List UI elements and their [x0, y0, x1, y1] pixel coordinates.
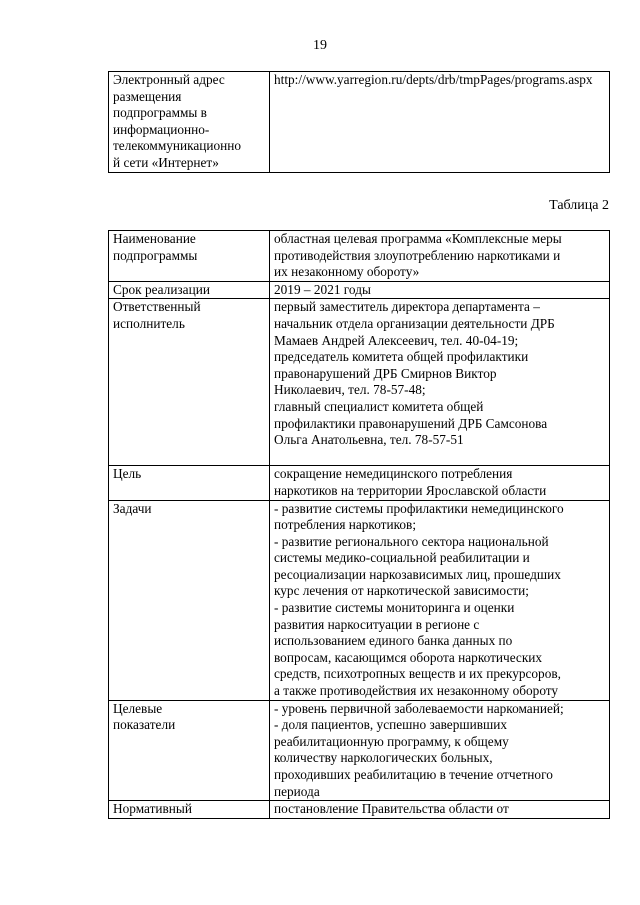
row-value-line: курс лечения от наркотической зависимости; — [274, 583, 529, 599]
row-value-line: - уровень первичной заболеваемости наркоманией; — [274, 700, 564, 716]
row-value-line: количеству наркологических больных, — [274, 750, 493, 766]
row-value-line: потребления наркотиков; — [274, 517, 417, 533]
table-row — [109, 72, 610, 173]
row-value-line: главный специалист комитета общей — [274, 398, 484, 414]
row-value-line: сокращение немедицинского потребления — [274, 466, 513, 482]
row-value-cell — [270, 700, 610, 801]
row-value-line: проходивших реабилитацию в течение отчетного — [274, 767, 553, 782]
table-row — [109, 231, 610, 282]
row-value-line: реабилитационную программу, к общему — [274, 733, 509, 749]
row-value-line — [274, 449, 606, 466]
row-value-cell — [270, 500, 610, 700]
row-value-line: Мамаев Андрей Алексеевич, тел. 40-04-19; — [274, 332, 519, 348]
row-label-line: Электронный адрес — [113, 72, 225, 87]
row-label-cell — [109, 500, 270, 700]
table-row — [109, 801, 610, 819]
row-value-line: - развитие системы профилактики немедицинского — [274, 500, 564, 516]
row-label-line: телекоммуникационно — [113, 138, 242, 154]
table-row — [109, 500, 610, 700]
row-label-cell — [109, 466, 270, 500]
table-row — [109, 299, 610, 466]
page-number: 19 — [313, 38, 327, 53]
row-value-line: 2019 – 2021 годы — [274, 281, 371, 297]
row-value-line: а также противодействия их незаконному обороту — [274, 683, 559, 699]
program-info-table — [108, 71, 610, 173]
row-label-line: информационно- — [113, 121, 210, 137]
row-label-line: Целевые — [113, 700, 163, 716]
row-value-line: системы медико-социальной реабилитации и — [274, 550, 530, 566]
row-value-line: - доля пациентов, успешно завершивших — [274, 717, 507, 733]
row-value-line: периода — [274, 783, 320, 799]
row-label-cell — [109, 231, 270, 282]
row-value-line: использованием единого банка данных по — [274, 633, 513, 649]
row-value-cell — [270, 801, 610, 819]
table-row — [109, 466, 610, 500]
row-label-line: подпрограммы — [113, 247, 198, 263]
subprogram-passport-table — [108, 230, 610, 819]
row-value-line: http://www.yarregion.ru/depts/drb/tmpPages/programs.aspx — [274, 72, 593, 87]
row-label-line: Срок реализации — [113, 281, 210, 297]
row-label-line: Задачи — [113, 500, 152, 516]
row-value-cell — [270, 299, 610, 466]
table-row — [109, 281, 610, 299]
row-label-cell — [109, 281, 270, 299]
row-label-line: Нормативный — [113, 801, 192, 817]
row-value-cell — [270, 231, 610, 282]
row-value-line: их незаконному обороту» — [274, 264, 420, 280]
row-value-line: областная целевая программа «Комплексные меры — [274, 231, 562, 246]
row-label-line: показатели — [113, 717, 176, 733]
row-value-line: вопросам, касающимся оборота наркотических — [274, 649, 543, 665]
row-label-cell — [109, 72, 270, 173]
row-value-line: развития наркоситуации в регионе с — [274, 616, 480, 632]
row-value-line: председатель комитета общей профилактики — [274, 349, 529, 365]
table-caption: Таблица 2 — [549, 198, 609, 213]
row-label-cell — [109, 700, 270, 801]
row-label-cell — [109, 801, 270, 819]
row-value-line: профилактики правонарушений ДРБ Самсонова — [274, 415, 548, 431]
row-label-cell — [109, 299, 270, 466]
row-label-line: размещения — [113, 88, 182, 104]
row-value-line: наркотиков на территории Ярославской области — [274, 482, 547, 498]
row-value-line: средств, психотропных веществ и их прекурсоров, — [274, 666, 561, 682]
row-label-line: Наименование — [113, 231, 196, 246]
row-value-line: Николаевич, тел. 78-57-48; — [274, 382, 426, 398]
row-label-line: подпрограммы в — [113, 105, 207, 121]
row-label-line: Цель — [113, 466, 142, 482]
row-value-cell — [270, 466, 610, 500]
row-value-line: ресоциализации наркозависимых лиц, прошедших — [274, 566, 561, 582]
row-value-cell — [270, 72, 610, 173]
row-value-line: правонарушений ДРБ Смирнов Виктор — [274, 365, 497, 381]
row-value-line: противодействия злоупотреблению наркотиками и — [274, 247, 561, 263]
row-label-line: исполнитель — [113, 315, 185, 331]
table-row — [109, 700, 610, 801]
row-value-cell — [270, 281, 610, 299]
row-value-line: постановление Правительства области от — [274, 801, 509, 817]
row-value-line: - развитие системы мониторинга и оценки — [274, 600, 515, 616]
row-value-line: начальник отдела организации деятельности ДРБ — [274, 315, 555, 331]
row-value-line: первый заместитель директора департамента – — [274, 299, 540, 315]
row-label-line: й сети «Интернет» — [113, 154, 219, 170]
row-label-line: Ответственный — [113, 299, 201, 315]
row-value-line: - развитие регионального сектора национальной — [274, 533, 549, 549]
row-value-line: Ольга Анатольевна, тел. 78-57-51 — [274, 432, 464, 448]
